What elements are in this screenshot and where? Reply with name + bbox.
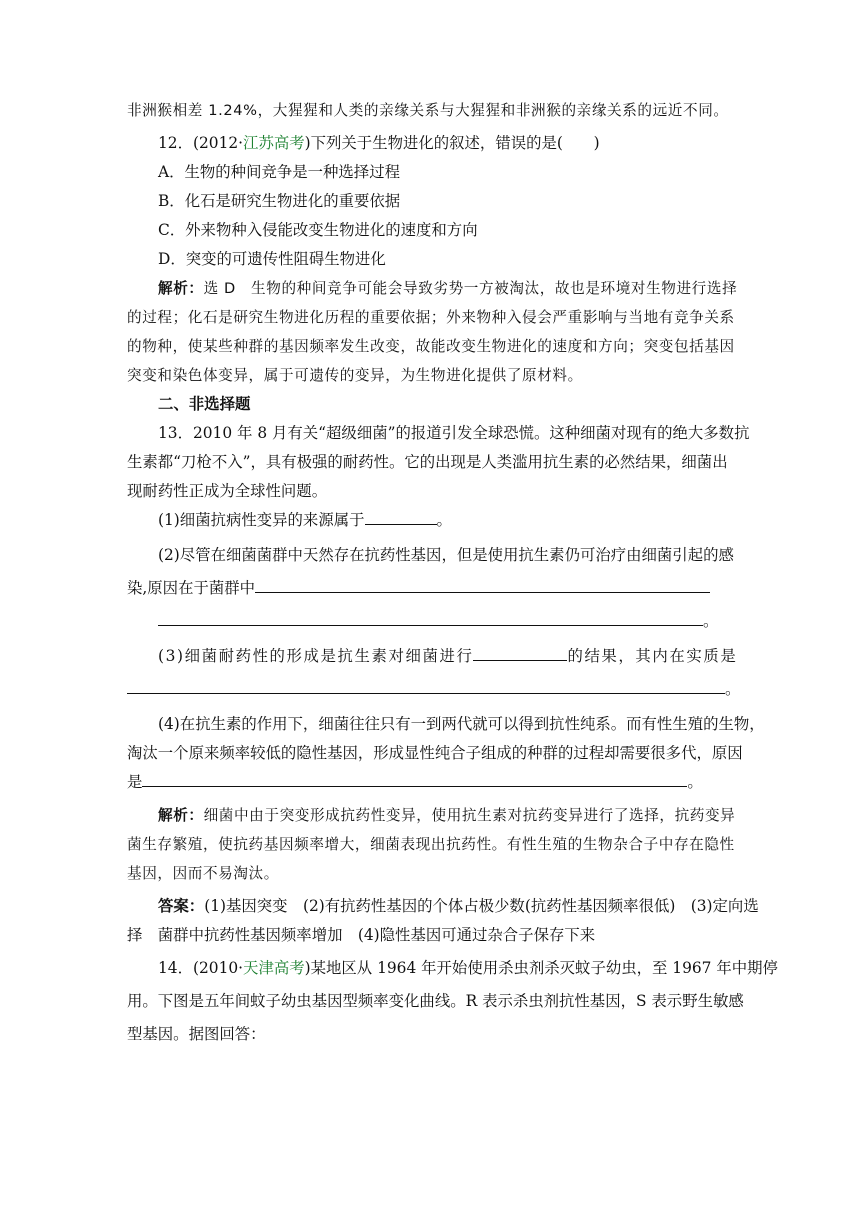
q13-answer-line-2: 择 菌群中抗药性基因频率增加 (4)隐性基因可通过杂合子保存下来 xyxy=(127,926,596,944)
q12-option-a: A．生物的种间竞争是一种选择过程 xyxy=(158,163,400,181)
q14-source: 天津高考 xyxy=(243,959,305,977)
answer-blank[interactable] xyxy=(127,676,725,694)
q12-analysis-line-2: 的过程；化石是研究生物进化历程的重要依据；外来物种入侵会严重影响与当地有竞争关系 xyxy=(127,309,735,326)
q12-stem-text: )下列关于生物进化的叙述，错误的是( ) xyxy=(304,134,600,152)
q13-sub4-line-2: 淘汰一个原来频率较低的隐性基因，形成显性纯合子组成的种群的过程却需要很多代，原因 xyxy=(127,744,743,762)
q13-sub2-line-1: (2)尽管在细菌菌群中天然存在抗药性基因，但是使用抗生素仍可治疗由细菌引起的感 xyxy=(158,546,734,564)
q13-sub2-line-2 xyxy=(127,574,733,603)
q12-analysis-line-1 xyxy=(127,274,738,303)
q13-sub3-line-1 xyxy=(127,642,738,671)
q14-stem-line-3: 型基因。据图回答： xyxy=(127,1025,266,1043)
q12-option-c: C．外来物种入侵能改变生物进化的速度和方向 xyxy=(158,221,478,239)
q13-sub4-end: 。 xyxy=(687,773,703,791)
q13-sub3-text-b: 的结果，其内在实质是 xyxy=(567,647,738,665)
q13-answer-line-1 xyxy=(127,892,759,921)
q14-number: 14．(2010· xyxy=(158,959,244,977)
answer-blank[interactable] xyxy=(473,643,567,661)
q13-sub1-end: 。 xyxy=(436,511,452,529)
answer-blank[interactable] xyxy=(255,575,710,593)
q13-analysis-line-2: 菌生存繁殖，使抗药基因频率增大，细菌表现出抗药性。有性生殖的生物杂合子中存在隐性 xyxy=(127,836,735,853)
q12-stem xyxy=(127,129,733,158)
q12-analysis-line-4: 突变和染色体变异，属于可遗传的变异，为生物进化提供了原材料。 xyxy=(127,367,583,384)
q14-stem-text: )某地区从 1964 年开始使用杀虫剂杀灭蚊子幼虫，至 1967 年中期停 xyxy=(304,959,778,977)
q13-stem-line-1: 13．2010 年 8 月有关“超级细菌”的报道引发全球恐慌。这种细菌对现有的绝大多数抗 xyxy=(158,424,750,442)
answer-blank[interactable] xyxy=(365,507,437,525)
q13-sub1-text: (1)细菌抗病性变异的来源属于 xyxy=(158,511,365,529)
q13-stem-line-3: 现耐药性正成为全球性问题。 xyxy=(127,482,328,500)
q13-analysis-line-1 xyxy=(127,801,736,830)
intro-line: 非洲猴相差 1.24%，大猩猩和人类的亲缘关系与大猩猩和非洲猴的亲缘关系的远近不同。 xyxy=(127,102,729,119)
q12-option-d: D．突变的可遗传性阻碍生物进化 xyxy=(158,250,386,268)
q13-sub3-line-2 xyxy=(127,675,741,704)
section-heading: 二、非选择题 xyxy=(158,395,251,413)
q12-number: 12．(2012· xyxy=(158,134,244,152)
q13-analysis-line-3: 基因，因而不易淘汰。 xyxy=(127,865,279,882)
q13-sub4-line-1: (4)在抗生素的作用下，细菌往往只有一到两代就可以得到抗性纯系。而有性生殖的生物， xyxy=(158,715,765,733)
q12-analysis-line-3: 的物种，使某些种群的基因频率发生改变，故能改变生物进化的速度和方向；突变包括基因 xyxy=(127,338,735,355)
q12-source: 江苏高考 xyxy=(243,134,305,152)
q12-option-b: B．化石是研究生物进化的重要依据 xyxy=(158,192,401,210)
q12-analysis-label: 解析： xyxy=(158,280,204,297)
q13-sub2-end: 。 xyxy=(703,612,719,630)
q13-analysis-text-1: 细菌中由于突变形成抗药性变异，使用抗生素对抗药变异进行了选择，抗药变异 xyxy=(203,807,736,824)
q14-stem-line-2: 用。下图是五年间蚊子幼虫基因型频率变化曲线。R 表示杀虫剂抗性基因，S 表示野生敏感 xyxy=(127,992,744,1010)
answer-blank[interactable] xyxy=(142,769,687,787)
q13-answer-label: 答案： xyxy=(158,897,205,915)
q13-sub1 xyxy=(127,506,733,535)
q13-sub4-line-3 xyxy=(127,768,733,797)
q13-sub3-text-a: (3)细菌耐药性的形成是抗生素对细菌进行 xyxy=(158,647,474,665)
q13-sub2-text: 染,原因在于菌群中 xyxy=(127,579,256,597)
q13-sub3-end: 。 xyxy=(725,680,741,698)
answer-blank[interactable] xyxy=(158,608,703,626)
q13-stem-line-2: 生素都“刀枪不入”，具有极强的耐药性。它的出现是人类滥用抗生素的必然结果，细菌出 xyxy=(127,453,728,471)
q13-analysis-label: 解析： xyxy=(158,807,204,824)
q13-sub4-text: 是 xyxy=(127,773,143,791)
q13-sub2-line-3 xyxy=(127,607,733,636)
q12-analysis-text-1: 选 D 生物的种间竞争可能会导致劣势一方被淘汰，故也是环境对生物进行选择 xyxy=(203,280,738,297)
document-page xyxy=(127,96,778,1049)
q14-stem-line-1 xyxy=(127,954,778,983)
q13-answer-text-1: (1)基因突变 (2)有抗药性基因的个体占极少数(抗药性基因频率很低) (3)定向选 xyxy=(204,897,759,915)
